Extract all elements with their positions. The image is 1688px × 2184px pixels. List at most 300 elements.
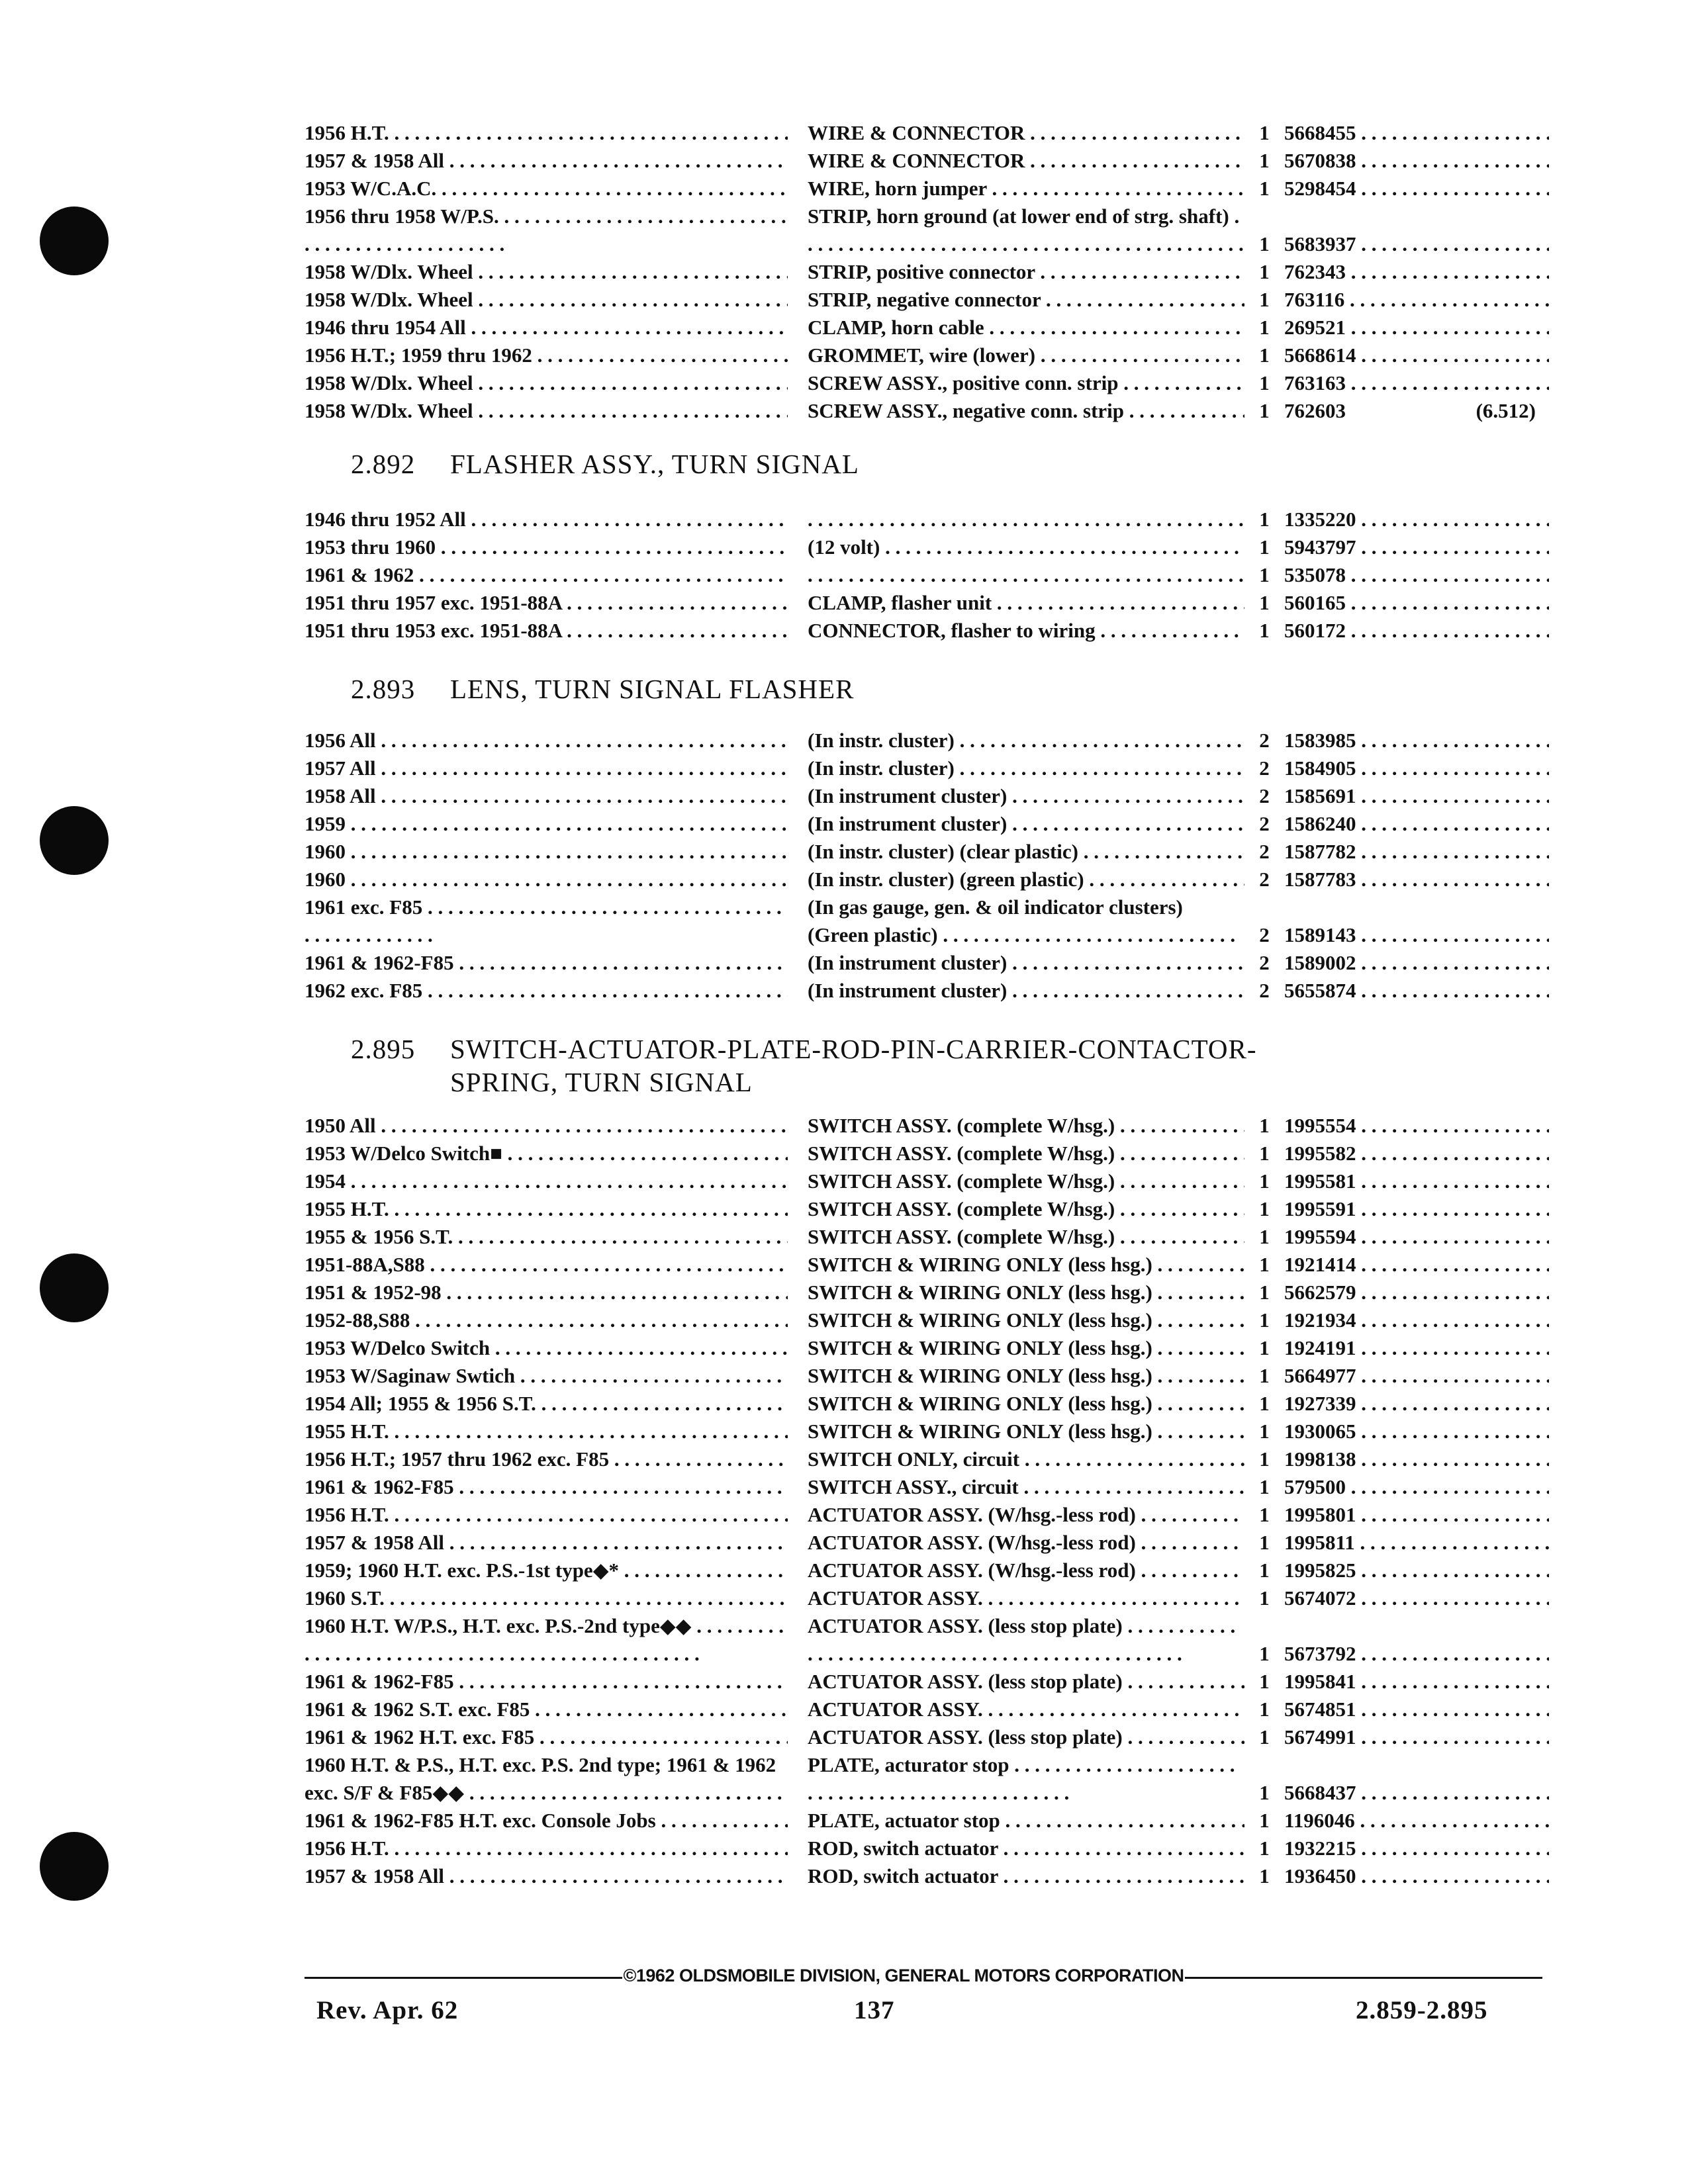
description-cell bbox=[808, 1140, 1244, 1167]
part-number-cell bbox=[1284, 286, 1549, 314]
table-row bbox=[305, 1334, 1562, 1362]
page-number: 137 bbox=[854, 1996, 895, 2025]
leader-dots bbox=[1356, 1142, 1550, 1165]
quantity-cell: 1 bbox=[1259, 288, 1270, 311]
part-number-cell bbox=[1284, 533, 1549, 561]
part-number-text: 1921414 bbox=[1284, 1253, 1356, 1276]
part-number-cell bbox=[1284, 1640, 1549, 1668]
leader-dots bbox=[1356, 756, 1550, 780]
description-cell bbox=[808, 1751, 1244, 1807]
application-cell bbox=[305, 1473, 788, 1501]
description-text: (In instrument cluster) . . . bbox=[808, 812, 1244, 835]
part-number-cell bbox=[1284, 727, 1549, 754]
leader-dots bbox=[1356, 343, 1550, 367]
part-number-text: 1589002 bbox=[1284, 951, 1356, 974]
table-row bbox=[305, 506, 1562, 533]
description-text: (In instrument cluster) . . . bbox=[808, 951, 1244, 974]
description-text: ACTUATOR ASSY. (less stop plate) . . . bbox=[808, 1670, 1244, 1693]
description-cell bbox=[808, 810, 1244, 838]
part-number-cell bbox=[1284, 341, 1549, 369]
table-row bbox=[305, 810, 1562, 838]
table-row bbox=[305, 1140, 1562, 1167]
quantity-cell: 1 bbox=[1259, 149, 1270, 172]
table-row bbox=[305, 1835, 1562, 1862]
application-text: 1946 thru 1952 All . . . bbox=[305, 508, 788, 531]
application-text: 1956 thru 1958 W/P.S. . . . bbox=[305, 205, 786, 255]
description-text bbox=[808, 563, 1244, 586]
leader-dots bbox=[1356, 1864, 1550, 1888]
application-text: 1954 . . . bbox=[305, 1169, 788, 1193]
revision-date: Rev. Apr. 62 bbox=[316, 1996, 459, 2025]
part-number-text: 5943797 bbox=[1284, 535, 1356, 559]
table-row bbox=[305, 1362, 1562, 1390]
table-row bbox=[305, 1696, 1562, 1723]
application-text: 1956 H.T. . . . bbox=[305, 1837, 788, 1860]
description-text: ACTUATOR ASSY. . . . bbox=[808, 1698, 1244, 1721]
table-row bbox=[305, 1223, 1562, 1251]
part-number-text: 1589143 bbox=[1284, 923, 1356, 946]
application-text: 1951 thru 1953 exc. 1951-88A . . . bbox=[305, 619, 788, 642]
part-number-text: 560165 bbox=[1284, 591, 1346, 614]
section-title: SWITCH-ACTUATOR-PLATE-ROD-PIN-CARRIER-CONTACTOR- bbox=[450, 1034, 1257, 1064]
description-cell bbox=[808, 314, 1244, 341]
part-number-text: 5668437 bbox=[1284, 1781, 1356, 1804]
application-text: 1961 & 1962 H.T. exc. F85 . . . bbox=[305, 1725, 788, 1749]
quantity-cell: 1 bbox=[1259, 399, 1270, 422]
leader-dots bbox=[1356, 1781, 1550, 1804]
leader-dots bbox=[1356, 979, 1550, 1002]
part-number-cell bbox=[1284, 866, 1549, 893]
leader-dots bbox=[1346, 591, 1549, 614]
quantity-cell: 2 bbox=[1259, 756, 1270, 780]
application-text: 1956 H.T.; 1957 thru 1962 exc. F85 . . . bbox=[305, 1447, 788, 1471]
quantity-cell: 1 bbox=[1259, 1169, 1270, 1193]
application-cell bbox=[305, 1584, 788, 1612]
description-cell bbox=[808, 1696, 1244, 1723]
description-text: CLAMP, horn cable . . . bbox=[808, 316, 1244, 339]
table-row bbox=[305, 1418, 1562, 1445]
quantity-cell: 1 bbox=[1259, 1670, 1270, 1693]
part-number-text: 762343 bbox=[1284, 260, 1346, 283]
application-cell bbox=[305, 1334, 788, 1362]
part-number-cell bbox=[1284, 561, 1549, 589]
application-cell bbox=[305, 893, 788, 949]
part-number-cell bbox=[1284, 1223, 1549, 1251]
leader-dots bbox=[1356, 1503, 1550, 1526]
part-number-text: 560172 bbox=[1284, 619, 1346, 642]
description-text: SWITCH & WIRING ONLY (less hsg.) . . . bbox=[808, 1364, 1244, 1387]
description-text: (In instr. cluster) . . . bbox=[808, 756, 1244, 780]
quantity-cell: 1 bbox=[1259, 232, 1270, 255]
application-text: 1952-88,S88 . . . bbox=[305, 1308, 788, 1332]
application-cell bbox=[305, 561, 788, 589]
leader-dots bbox=[1346, 619, 1549, 642]
application-cell bbox=[305, 369, 788, 397]
description-cell bbox=[808, 1306, 1244, 1334]
part-number-text: 1587783 bbox=[1284, 868, 1356, 891]
leader-dots bbox=[1356, 729, 1550, 752]
description-text: SWITCH & WIRING ONLY (less hsg.) . . . bbox=[808, 1281, 1244, 1304]
quantity-cell: 1 bbox=[1259, 1864, 1270, 1888]
part-number-text: 1586240 bbox=[1284, 812, 1356, 835]
description-text: GROMMET, wire (lower) . . . bbox=[808, 343, 1244, 367]
quantity-cell: 2 bbox=[1259, 840, 1270, 863]
quantity-cell: 1 bbox=[1259, 1531, 1270, 1554]
description-cell bbox=[808, 1195, 1244, 1223]
part-number-text: 1921934 bbox=[1284, 1308, 1356, 1332]
part-number-text: 5683937 bbox=[1284, 232, 1356, 255]
application-cell bbox=[305, 1140, 788, 1167]
description-cell bbox=[808, 341, 1244, 369]
section-heading-2892 bbox=[351, 447, 859, 480]
parts-table-2893 bbox=[305, 727, 1562, 1005]
description-cell bbox=[808, 589, 1244, 617]
description-text: SWITCH ONLY, circuit . . . bbox=[808, 1447, 1244, 1471]
application-text: 1956 H.T. . . . bbox=[305, 121, 788, 144]
part-number-text: 1995841 bbox=[1284, 1670, 1356, 1693]
leader-dots bbox=[1356, 1837, 1550, 1860]
part-number-text: 1995594 bbox=[1284, 1225, 1356, 1248]
leader-dots bbox=[1346, 563, 1549, 586]
part-number-cell bbox=[1284, 949, 1549, 977]
description-text: ACTUATOR ASSY. (less stop plate) . . . bbox=[808, 1614, 1235, 1665]
application-cell bbox=[305, 119, 788, 147]
leader-dots bbox=[1356, 1447, 1550, 1471]
table-row bbox=[305, 1306, 1562, 1334]
description-text: STRIP, negative connector . . . bbox=[808, 288, 1244, 311]
application-text: 1957 & 1958 All . . . bbox=[305, 1531, 788, 1554]
table-row bbox=[305, 754, 1562, 782]
table-row bbox=[305, 119, 1562, 147]
table-row bbox=[305, 1668, 1562, 1696]
description-text: ROD, switch actuator . . . bbox=[808, 1864, 1244, 1888]
quantity-cell: 1 bbox=[1259, 121, 1270, 144]
cross-reference-note: (6.512) bbox=[1476, 399, 1536, 422]
part-number-text: 1995554 bbox=[1284, 1114, 1356, 1137]
description-cell bbox=[808, 1445, 1244, 1473]
leader-dots bbox=[1356, 1197, 1550, 1220]
quantity-cell: 1 bbox=[1259, 1336, 1270, 1359]
description-text: ACTUATOR ASSY. (W/hsg.-less rod) . . . bbox=[808, 1559, 1244, 1582]
description-cell bbox=[808, 1668, 1244, 1696]
application-text: 1956 All . . . bbox=[305, 729, 788, 752]
description-cell bbox=[808, 1418, 1244, 1445]
quantity-cell: 1 bbox=[1259, 1281, 1270, 1304]
application-text: 1960 . . . bbox=[305, 868, 788, 891]
table-row bbox=[305, 397, 1562, 425]
description-text: (In instrument cluster) . . . bbox=[808, 784, 1244, 807]
leader-dots bbox=[1356, 535, 1550, 559]
page-range: 2.859-2.895 bbox=[1356, 1996, 1488, 2025]
quantity-cell: 1 bbox=[1259, 1725, 1270, 1749]
part-number-text: 1583985 bbox=[1284, 729, 1356, 752]
part-number-cell bbox=[1284, 1362, 1549, 1390]
part-number-text: 1335220 bbox=[1284, 508, 1356, 531]
leader-dots bbox=[1356, 232, 1550, 255]
description-text: WIRE & CONNECTOR . . . bbox=[808, 149, 1244, 172]
description-cell bbox=[808, 1807, 1244, 1835]
table-row bbox=[305, 1167, 1562, 1195]
quantity-cell: 1 bbox=[1259, 1642, 1270, 1665]
application-cell bbox=[305, 838, 788, 866]
table-row bbox=[305, 1279, 1562, 1306]
application-text: 1961 & 1962-F85 H.T. exc. Console Jobs . . . bbox=[305, 1809, 788, 1832]
part-number-text: 1930065 bbox=[1284, 1420, 1356, 1443]
application-text: 1957 All . . . bbox=[305, 756, 788, 780]
part-number-cell bbox=[1284, 1390, 1549, 1418]
description-cell bbox=[808, 369, 1244, 397]
table-row bbox=[305, 1584, 1562, 1612]
quantity-cell: 1 bbox=[1259, 260, 1270, 283]
application-text: 1958 W/Dlx. Wheel . . . bbox=[305, 260, 788, 283]
punch-hole bbox=[40, 806, 109, 875]
application-text: 1961 exc. F85 . . . bbox=[305, 895, 782, 946]
part-number-text: 1585691 bbox=[1284, 784, 1356, 807]
application-text: 1961 & 1962-F85 . . . bbox=[305, 1475, 788, 1498]
description-text: SWITCH & WIRING ONLY (less hsg.) . . . bbox=[808, 1420, 1244, 1443]
part-number-cell bbox=[1284, 506, 1549, 533]
leader-dots bbox=[1356, 121, 1550, 144]
application-cell bbox=[305, 1279, 788, 1306]
part-number-cell bbox=[1284, 1696, 1549, 1723]
application-text: 1958 W/Dlx. Wheel . . . bbox=[305, 371, 788, 394]
application-cell bbox=[305, 533, 788, 561]
table-row bbox=[305, 589, 1562, 617]
part-number-text: 269521 bbox=[1284, 316, 1346, 339]
application-text: 1954 All; 1955 & 1956 S.T. . . . bbox=[305, 1392, 788, 1415]
application-cell bbox=[305, 810, 788, 838]
table-row bbox=[305, 533, 1562, 561]
quantity-cell: 1 bbox=[1259, 371, 1270, 394]
table-row bbox=[305, 1862, 1562, 1890]
description-cell bbox=[808, 1362, 1244, 1390]
application-text: 1957 & 1958 All . . . bbox=[305, 149, 788, 172]
table-row bbox=[305, 286, 1562, 314]
description-text: ACTUATOR ASSY. (W/hsg.-less rod) . . . bbox=[808, 1503, 1244, 1526]
part-number-text: 5298454 bbox=[1284, 177, 1356, 200]
table-row bbox=[305, 727, 1562, 754]
part-number-cell bbox=[1284, 1779, 1549, 1807]
quantity-cell: 1 bbox=[1259, 563, 1270, 586]
part-number-text: 1927339 bbox=[1284, 1392, 1356, 1415]
application-text: 1961 & 1962 S.T. exc. F85 . . . bbox=[305, 1698, 788, 1721]
part-number-text: 5670838 bbox=[1284, 149, 1356, 172]
description-cell bbox=[808, 1390, 1244, 1418]
description-cell bbox=[808, 147, 1244, 175]
application-cell bbox=[305, 1557, 788, 1584]
application-cell bbox=[305, 1612, 788, 1668]
table-row bbox=[305, 561, 1562, 589]
application-text: 1955 H.T. . . . bbox=[305, 1197, 788, 1220]
description-cell bbox=[808, 1112, 1244, 1140]
leader-dots bbox=[1344, 288, 1549, 311]
leader-dots bbox=[1356, 1336, 1550, 1359]
description-text: ROD, switch actuator . . . bbox=[808, 1837, 1244, 1860]
part-number-cell bbox=[1284, 782, 1549, 810]
part-number-text: 5662579 bbox=[1284, 1281, 1356, 1304]
description-cell bbox=[808, 949, 1244, 977]
application-cell bbox=[305, 949, 788, 977]
section-title: FLASHER ASSY., TURN SIGNAL bbox=[450, 449, 859, 479]
application-cell bbox=[305, 1723, 788, 1751]
part-number-cell bbox=[1284, 147, 1549, 175]
part-number-text: 5668614 bbox=[1284, 343, 1356, 367]
description-cell bbox=[808, 561, 1244, 589]
description-cell bbox=[808, 866, 1244, 893]
application-text: 1953 W/Delco Switch■ . . . bbox=[305, 1142, 788, 1165]
leader-dots bbox=[1356, 1642, 1550, 1665]
quantity-cell: 1 bbox=[1259, 1475, 1270, 1498]
part-number-text: 1936450 bbox=[1284, 1864, 1356, 1888]
application-cell bbox=[305, 1223, 788, 1251]
application-cell bbox=[305, 782, 788, 810]
leader-dots bbox=[1356, 1253, 1550, 1276]
description-cell bbox=[808, 203, 1244, 258]
leader-dots bbox=[1355, 1531, 1549, 1554]
part-number-cell bbox=[1284, 230, 1549, 258]
part-number-cell bbox=[1284, 1501, 1549, 1529]
part-number-text: 1995801 bbox=[1284, 1503, 1356, 1526]
quantity-cell: 1 bbox=[1259, 1837, 1270, 1860]
application-text: 1957 & 1958 All . . . bbox=[305, 1864, 788, 1888]
part-number-text: 1995591 bbox=[1284, 1197, 1356, 1220]
description-text: ACTUATOR ASSY. . . . bbox=[808, 1586, 1244, 1610]
part-number-text: 1196046 bbox=[1284, 1809, 1355, 1832]
application-text: 1961 & 1962-F85 . . . bbox=[305, 1670, 788, 1693]
footer-rule-right bbox=[1185, 1977, 1542, 1979]
punch-hole bbox=[40, 206, 109, 275]
part-number-text: 1995582 bbox=[1284, 1142, 1356, 1165]
part-number-cell bbox=[1284, 1334, 1549, 1362]
description-text: PLATE, actuator stop . . . bbox=[808, 1809, 1244, 1832]
parts-table-2892 bbox=[305, 506, 1562, 645]
description-cell bbox=[808, 1223, 1244, 1251]
description-text: SCREW ASSY., negative conn. strip . . . bbox=[808, 399, 1244, 422]
part-number-text: 1924191 bbox=[1284, 1336, 1356, 1359]
application-cell bbox=[305, 1306, 788, 1334]
quantity-cell: 1 bbox=[1259, 1142, 1270, 1165]
leader-dots bbox=[1356, 177, 1550, 200]
description-text: (In instr. cluster) (clear plastic) . . . bbox=[808, 840, 1244, 863]
part-number-text: 1995811 bbox=[1284, 1531, 1355, 1554]
part-number-text: 762603 bbox=[1284, 399, 1346, 422]
application-text: 1946 thru 1954 All . . . bbox=[305, 316, 788, 339]
leader-dots bbox=[1356, 1725, 1550, 1749]
section-number: 2.895 bbox=[351, 1034, 416, 1064]
description-cell bbox=[808, 1835, 1244, 1862]
application-cell bbox=[305, 727, 788, 754]
description-text: SWITCH & WIRING ONLY (less hsg.) . . . bbox=[808, 1392, 1244, 1415]
table-row bbox=[305, 782, 1562, 810]
leader-dots bbox=[1356, 868, 1550, 891]
part-number-text: 1932215 bbox=[1284, 1837, 1356, 1860]
description-text: SWITCH ASSY. (complete W/hsg.) . . . bbox=[808, 1225, 1244, 1248]
application-text: 1955 & 1956 S.T. . . . bbox=[305, 1225, 788, 1248]
quantity-cell: 1 bbox=[1259, 1447, 1270, 1471]
table-row bbox=[305, 1723, 1562, 1751]
part-number-text: 1584905 bbox=[1284, 756, 1356, 780]
description-cell bbox=[808, 1723, 1244, 1751]
part-number-cell bbox=[1284, 1835, 1549, 1862]
application-cell bbox=[305, 1835, 788, 1862]
application-cell bbox=[305, 1696, 788, 1723]
description-text: ACTUATOR ASSY. (W/hsg.-less rod) . . . bbox=[808, 1531, 1244, 1554]
table-row bbox=[305, 1612, 1562, 1668]
description-text: SWITCH ASSY. (complete W/hsg.) . . . bbox=[808, 1169, 1244, 1193]
table-row bbox=[305, 1751, 1562, 1807]
application-cell bbox=[305, 258, 788, 286]
part-number-cell bbox=[1284, 589, 1549, 617]
quantity-cell: 2 bbox=[1259, 784, 1270, 807]
application-cell bbox=[305, 1195, 788, 1223]
part-number-cell bbox=[1284, 1668, 1549, 1696]
description-cell bbox=[808, 506, 1244, 533]
part-number-text: 1587782 bbox=[1284, 840, 1356, 863]
copyright-line: ©1962 OLDSMOBILE DIVISION, GENERAL MOTORS CORPORATION bbox=[623, 1966, 1184, 1985]
description-text: SWITCH ASSY., circuit . . . bbox=[808, 1475, 1244, 1498]
application-cell bbox=[305, 1862, 788, 1890]
part-number-text: 5668455 bbox=[1284, 121, 1356, 144]
application-text: 1958 W/Dlx. Wheel . . . bbox=[305, 288, 788, 311]
quantity-cell: 2 bbox=[1259, 812, 1270, 835]
description-cell bbox=[808, 1167, 1244, 1195]
description-text: (In gas gauge, gen. & oil indicator clusters) (Green plastic) . . . bbox=[808, 895, 1235, 949]
application-cell bbox=[305, 397, 788, 425]
part-number-cell bbox=[1284, 119, 1549, 147]
table-row bbox=[305, 977, 1562, 1005]
application-text: 1953 W/Saginaw Swtich . . . bbox=[305, 1364, 788, 1387]
table-row bbox=[305, 893, 1562, 949]
application-text: 1961 & 1962 . . . bbox=[305, 563, 788, 586]
application-cell bbox=[305, 1112, 788, 1140]
quantity-cell: 1 bbox=[1259, 1503, 1270, 1526]
application-cell bbox=[305, 1362, 788, 1390]
description-text: (In instrument cluster) . . . bbox=[808, 979, 1244, 1002]
application-cell bbox=[305, 1418, 788, 1445]
application-cell bbox=[305, 1751, 788, 1807]
part-number-text: 1998138 bbox=[1284, 1447, 1356, 1471]
leader-dots bbox=[1346, 1475, 1549, 1498]
section-heading-2895 bbox=[351, 1032, 1257, 1099]
description-cell bbox=[808, 533, 1244, 561]
application-text: 1960 H.T. & P.S., H.T. exc. P.S. 2nd type; 1961 & 1962 exc. S/F & F85◆◆ . . . bbox=[305, 1753, 782, 1807]
application-cell bbox=[305, 506, 788, 533]
application-text: 1960 H.T. W/P.S., H.T. exc. P.S.-2nd type◆◆ . . . bbox=[305, 1614, 784, 1665]
part-number-cell bbox=[1284, 1167, 1549, 1195]
description-cell bbox=[808, 258, 1244, 286]
application-text: 1958 All . . . bbox=[305, 784, 788, 807]
part-number-cell bbox=[1284, 977, 1549, 1005]
part-number-cell bbox=[1284, 1140, 1549, 1167]
part-number-cell bbox=[1284, 1195, 1549, 1223]
leader-dots bbox=[1356, 508, 1550, 531]
table-row bbox=[305, 203, 1562, 258]
quantity-cell: 2 bbox=[1259, 729, 1270, 752]
quantity-cell: 1 bbox=[1259, 316, 1270, 339]
application-text: 1960 S.T. . . . bbox=[305, 1586, 788, 1610]
description-text: PLATE, acturator stop . . . bbox=[808, 1753, 1235, 1804]
description-cell bbox=[808, 754, 1244, 782]
description-text: CLAMP, flasher unit . . . bbox=[808, 591, 1244, 614]
leader-dots bbox=[1346, 260, 1549, 283]
application-text: 1951 & 1952-98 . . . bbox=[305, 1281, 788, 1304]
table-row bbox=[305, 341, 1562, 369]
description-cell bbox=[808, 838, 1244, 866]
leader-dots bbox=[1356, 1559, 1550, 1582]
application-cell bbox=[305, 341, 788, 369]
description-cell bbox=[808, 1529, 1244, 1557]
quantity-cell: 1 bbox=[1259, 1197, 1270, 1220]
